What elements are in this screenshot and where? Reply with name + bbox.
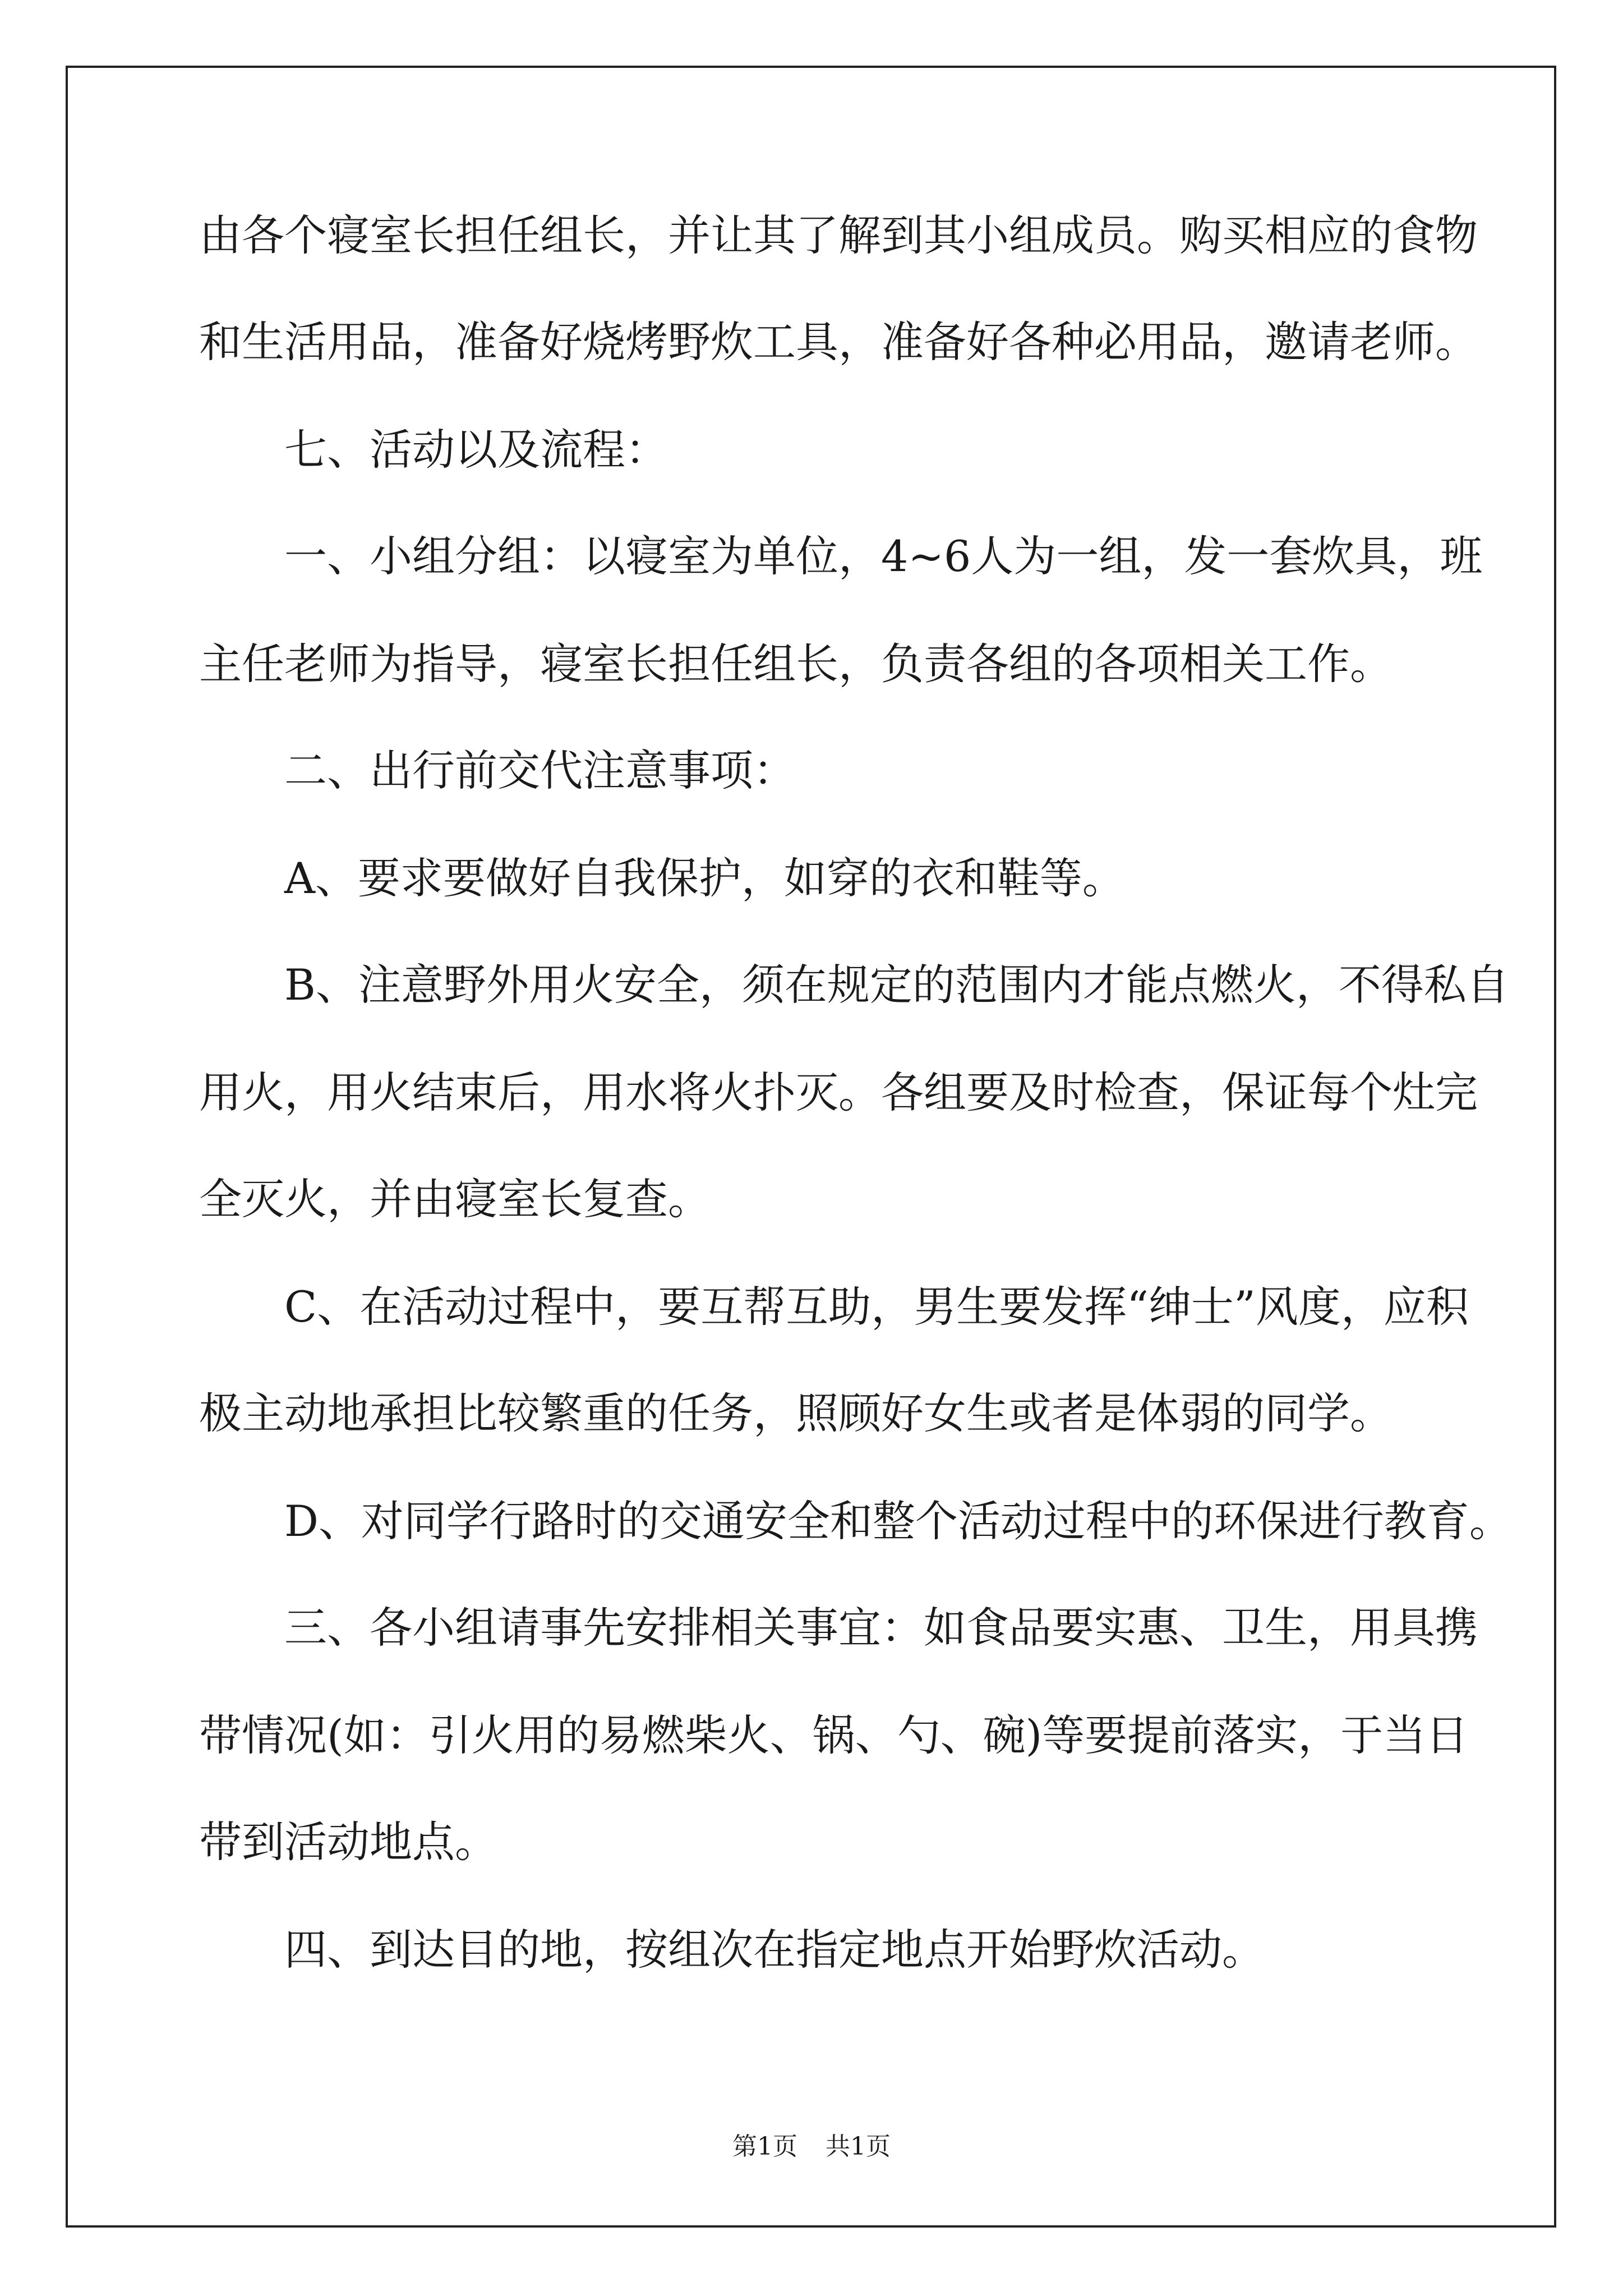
text-line-6: 二、出行前交代注意事项：: [284, 746, 796, 795]
text-line-15: 带情况(如：引火用的易燃柴火、锅、勺、碗)等要提前落实，于当日: [199, 1710, 1469, 1760]
page-total: 共1页: [826, 2132, 891, 2161]
section-heading-process: 七、活动以及流程：: [284, 425, 668, 475]
page-border: [66, 66, 1556, 2228]
text-line-14: 三、各小组请事先安排相关事宜：如食品要实惠、卫生，用具携: [284, 1603, 1478, 1653]
text-line-4: 一、小组分组：以寝室为单位，4~6人为一组，发一套炊具，班: [284, 531, 1483, 581]
text-line-9: 用火，用火结束后，用水将火扑灭。各组要及时检查，保证每个灶完: [199, 1068, 1478, 1117]
text-line-7: A、要求要做好自我保护，如穿的衣和鞋等。: [284, 853, 1125, 903]
page-footer: [0, 2126, 1623, 2162]
text-line-11: C、在活动过程中，要互帮互助，男生要发挥“绅士”风度，应积: [284, 1282, 1469, 1332]
text-line-16: 带到活动地点。: [199, 1817, 497, 1867]
text-line-13: D、对同学行路时的交通安全和整个活动过程中的环保进行教育。: [284, 1496, 1512, 1546]
text-line-17: 四、到达目的地，按组次在指定地点开始野炊活动。: [284, 1925, 1265, 1975]
text-line-8: B、注意野外用火安全，须在规定的范围内才能点燃火，不得私自: [284, 960, 1509, 1010]
text-line-2: 和生活用品，准备好烧烤野炊工具，准备好各种必用品，邀请老师。: [199, 317, 1478, 367]
text-line-12: 极主动地承担比较繁重的任务，照顾好女生或者是体弱的同学。: [199, 1388, 1393, 1438]
text-line-1: 由各个寝室长担任组长，并让其了解到其小组成员。购买相应的食物: [199, 210, 1478, 260]
page-number: 第1页: [732, 2132, 797, 2161]
text-line-5: 主任老师为指导，寝室长担任组长，负责各组的各项相关工作。: [199, 639, 1393, 689]
text-line-10: 全灭火，并由寝室长复查。: [199, 1174, 711, 1224]
